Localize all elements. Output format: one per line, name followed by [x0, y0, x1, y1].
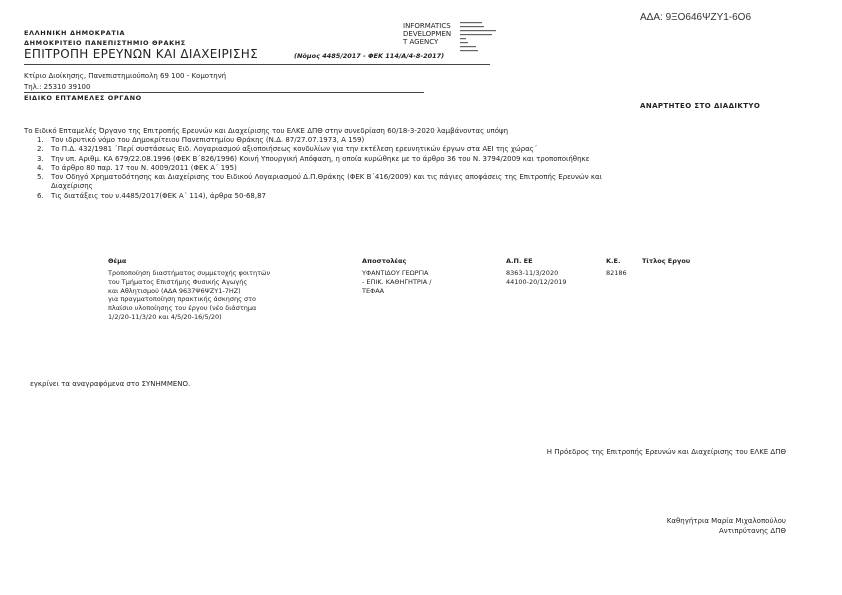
header-rule [24, 64, 490, 65]
considerations-list [24, 136, 804, 201]
cell-ke: 82186 [606, 269, 627, 277]
signature-block [667, 516, 786, 536]
header-title: ΕΠΙΤΡΟΠΗ ΕΡΕΥΝΩΝ ΚΑΙ ΔΙΑΧΕΙΡΙΣΗΣ [24, 47, 258, 61]
intro-text: Το Ειδικό Επταμελές Όργανο της Επιτροπής Ερευνών και Διαχείρισης του ΕΛΚΕ ΔΠΘ στην συνεδρίαση 60/18-3-2020 λαμβάνοντας υπόψη [24, 127, 509, 135]
header-university: ΔΗΜΟΚΡΙΤΕΙΟ ΠΑΝΕΠΙΣΤΗΜΙΟ ΘΡΑΚΗΣ [24, 39, 186, 47]
ada-code: ΑΔΑ: 9ΞΟ646ΨΖΥ1-6Ο6 [640, 12, 752, 23]
list-item: 1. Τον ιδρυτικό νόμο του Δημοκρίτειου Πανεπιστημίου Θράκης (Ν.Δ. 87/27.07.1973, Α 159) [37, 136, 365, 144]
col-header-sender: Αποστολέας [362, 257, 407, 265]
list-item: 2. Το Π.Δ. 432/1981 ΄Περί συστάσεως Ειδ. Λογαριασμού αξιοποιήσεως κονδυλίων για την εκτέλεση ερευνητικών έργων στα ΑΕΙ της χώρας΄ [37, 145, 538, 154]
cell-subject: Τροποποίηση διαστήματος συμμετοχής φοιτητών του Τμήματος Επιστήμης Φυσικής Αγωγής και Αθλητισμού (ΑΔΑ 9637Ψ6ΨΖΥ1-7ΗΖ) για πραγματοποίηση πρακτικής άσκησης στο πλαίσιο υλοποίησης του έργου (νέο διάστημα 1/2/20-11/3/20 και 4/5/20-16/5/20) [108, 269, 271, 321]
informatics-label [403, 22, 451, 46]
address: Κτίριο Διοίκησης, Πανεπιστημιούπολη 69 100 - Κομοτηνή [24, 72, 227, 80]
cell-sender: ΥΦΑΝΤΙΔΟΥ ΓΕΩΡΓΙΑ - ΕΠΙΚ. ΚΑΘΗΓΗΤΡΙΑ / ΤΕΦΑΑ [362, 269, 432, 295]
list-item: 5. Τον Οδηγό Χρηματοδότησης και Διαχείρισης του Ειδικού Λογαριασμού Δ.Π.Θράκης (ΦΕΚ Β΄416/2009) και τις πάγιες αποφάσεις της Επιτροπής Ερευνών και Διαχείρισης [37, 173, 602, 191]
info-line: INFORMATICS [403, 22, 451, 30]
digital-signature-stamp [460, 21, 500, 61]
cell-ap: 8363-11/3/2020 44100-20/12/2019 [506, 269, 567, 286]
header-law: (Νόμος 4485/2017 - ΦΕΚ 114/Α/4-8-2017) [294, 52, 445, 60]
signatory-name: Καθηγήτρια Μαρία Μιχαλοπούλου [666, 517, 786, 525]
col-header-ke: Κ.Ε. [606, 257, 621, 265]
list-item: 3. Την υπ. Αριθμ. ΚΑ 679/22.08.1996 (ΦΕΚ Β΄826/1996) Κοινή Υπουργική Απόφαση, η οποία κυρώθηκε με το άρθρο 36 του Ν. 3794/2009 και τροποποιήθηκε [37, 154, 590, 163]
col-header-title: Τίτλος Εργου [642, 257, 691, 265]
approval-text: εγκρίνει τα αναγραφόμενα στο ΣΥΝΗΜΜΕΝΟ. [30, 380, 191, 388]
address-rule [24, 92, 424, 93]
col-header-ap: Α.Π. ΕΕ [506, 257, 533, 265]
info-line: T AGENCY [403, 38, 439, 46]
organ-label: ΕΙΔΙΚΟ ΕΠΤΑΜΕΛΕΣ ΟΡΓΑΝΟ [24, 94, 142, 102]
list-item: 4. Το άρθρο 80 παρ. 17 του Ν. 4009/2011 (ΦΕΚ Α΄ 195) [37, 163, 237, 172]
info-line: DEVELOPMEN [403, 30, 452, 38]
posted-online-label: ΑΝΑΡΤΗΤΕΟ ΣΤΟ ΔΙΑΔΙΚΤΥΟ [640, 102, 761, 110]
signature-title: Η Πρόεδρος της Επιτροπής Ερευνών και Διαχείρισης του ΕΛΚΕ ΔΠΘ [546, 448, 786, 456]
header-country: ΕΛΛΗΝΙΚΗ ΔΗΜΟΚΡΑΤΙΑ [24, 29, 126, 37]
signatory-role: Αντιπρύτανης ΔΠΘ [718, 527, 786, 535]
list-item: 6. Τις διατάξεις του ν.4485/2017(ΦΕΚ Α΄ 114), άρθρα 50-68,87 [37, 191, 266, 200]
col-header-subject: Θέμα [108, 257, 127, 265]
phone: Τηλ.: 25310 39100 [24, 83, 91, 91]
